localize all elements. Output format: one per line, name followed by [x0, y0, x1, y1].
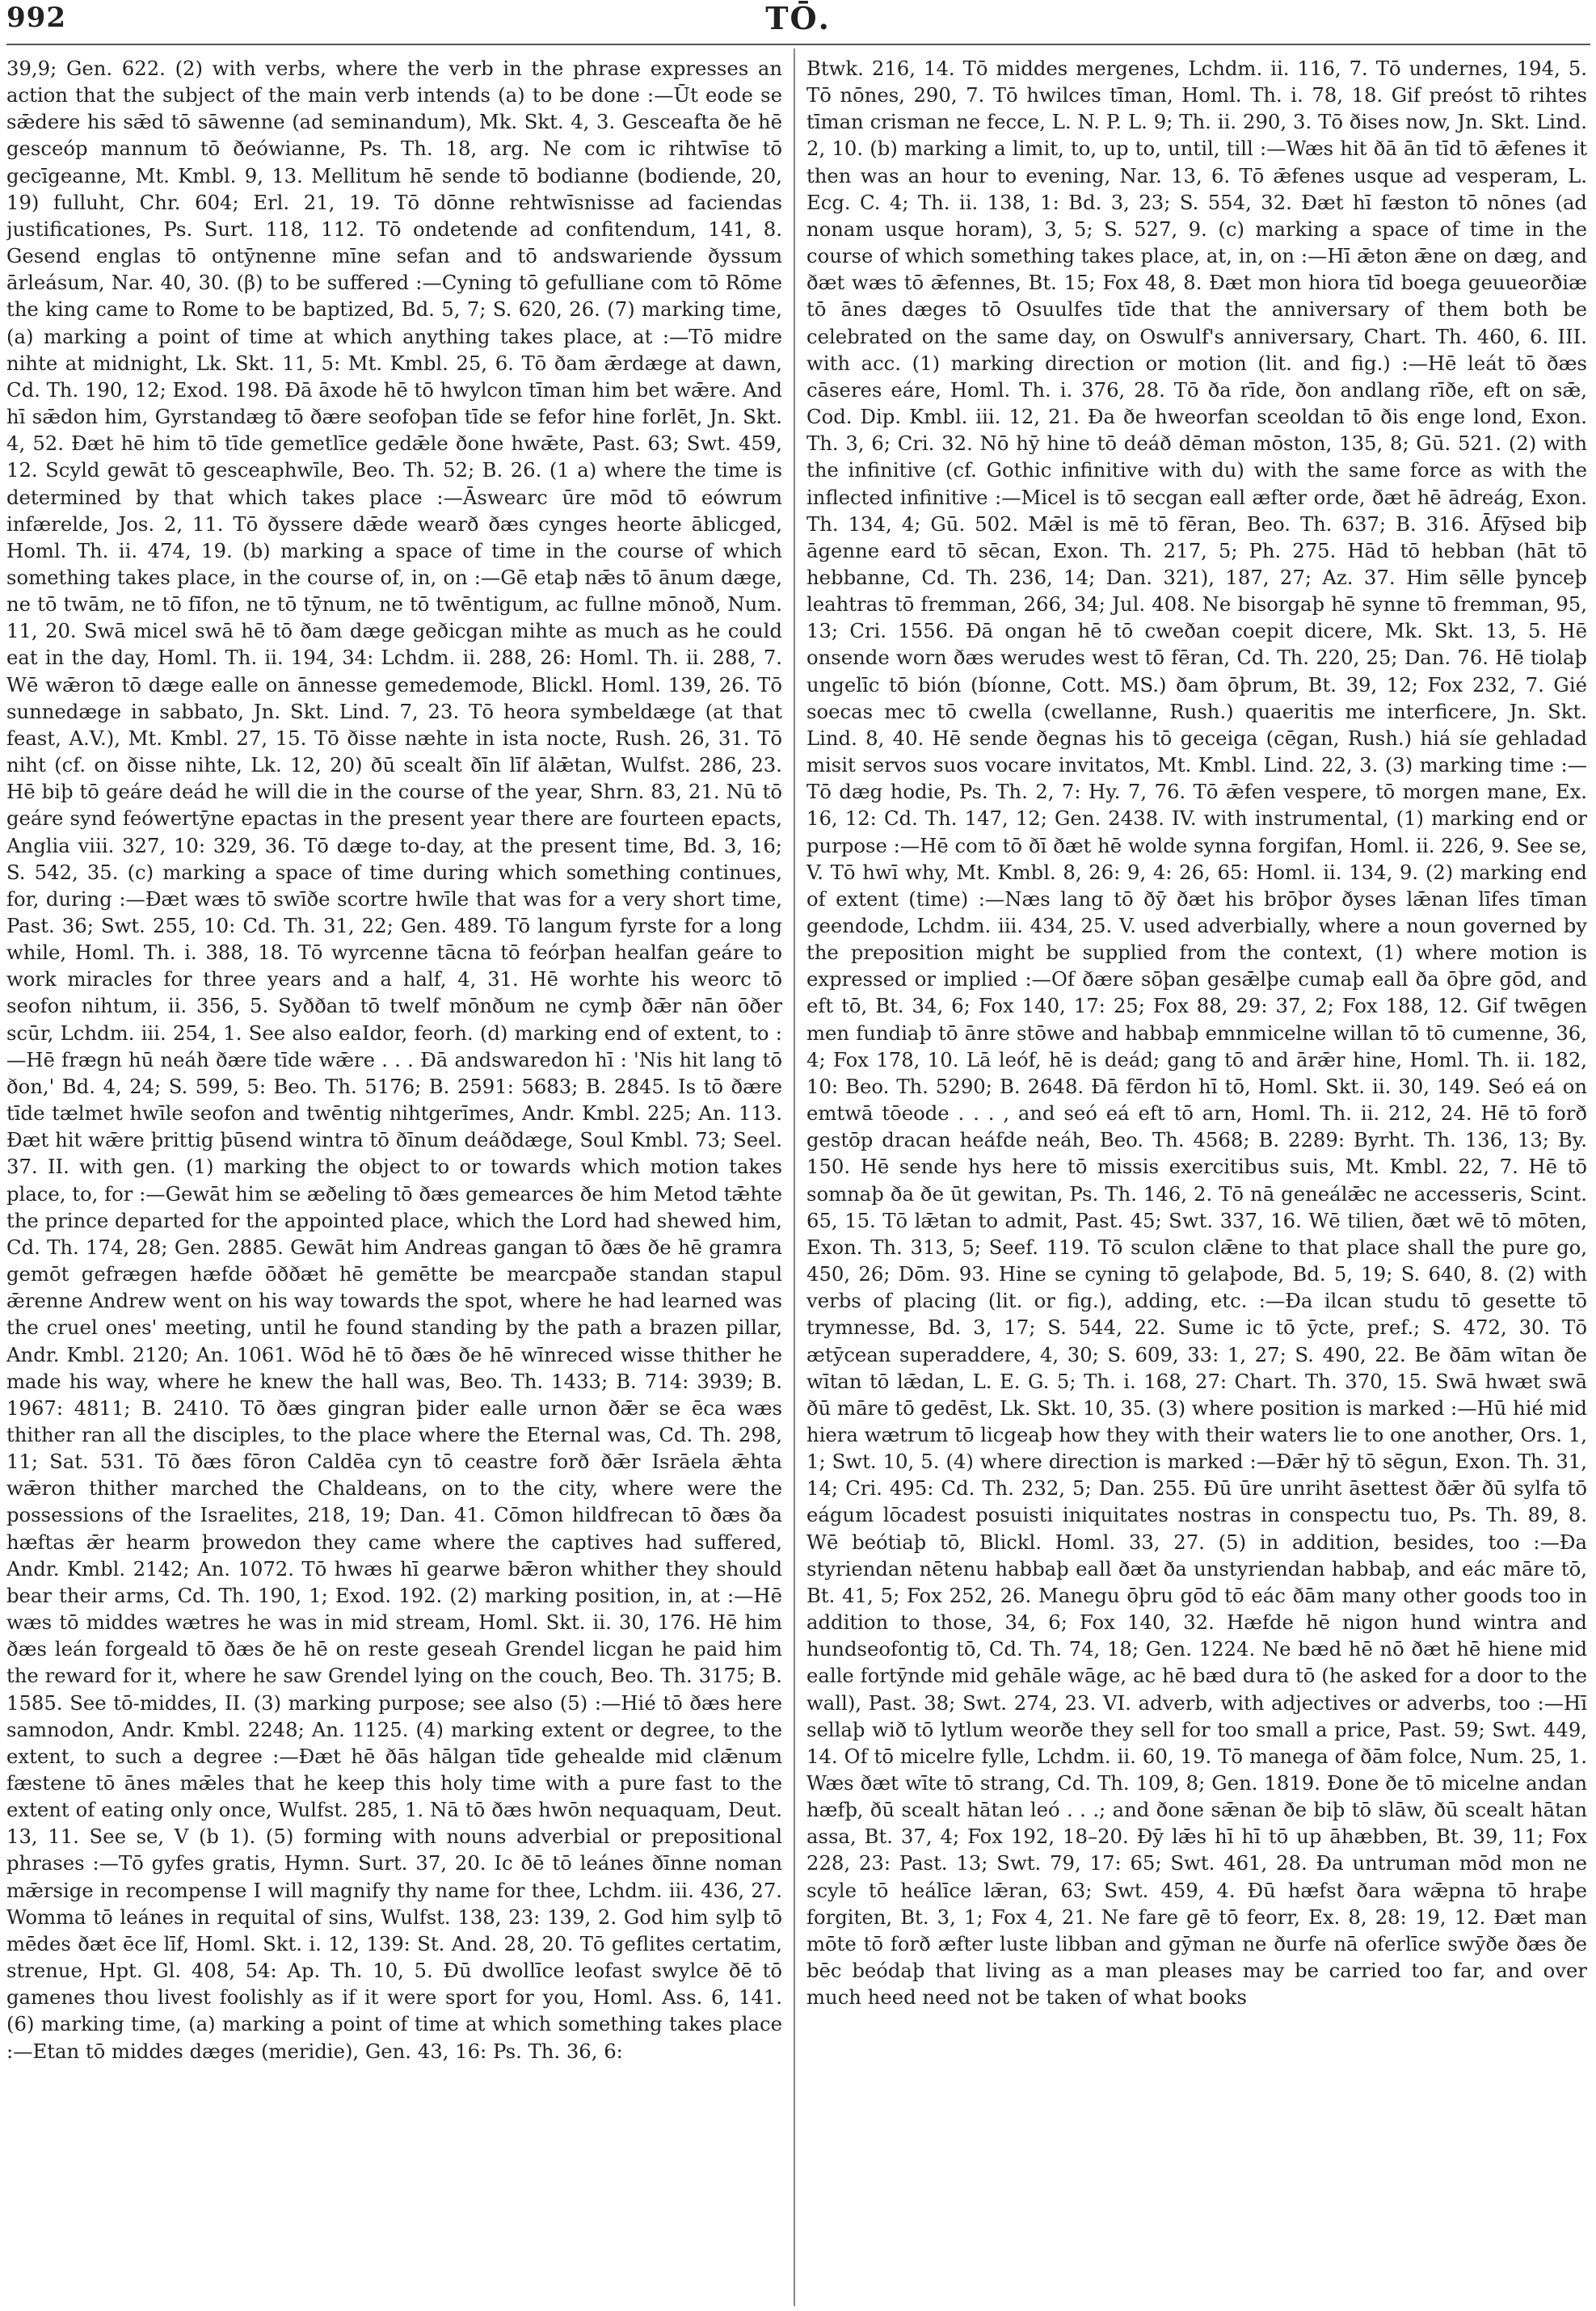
page-header — [0, 0, 1596, 45]
left-column — [6, 55, 782, 2306]
left-column-text: 39,9; Gen. 622. (2) with verbs, where the verb in the phrase expresses an action that the subject of the main verb intends (a) to be done :—Ūt eode se sǣdere his sǣd tō sāwenne (ad seminandum), Mk. Skt. 4, 3. Gesceafta ðe hē gesceóp mannum tō ðeówianne, Ps. Th. 18, arg. Ne com ic rihtwīse tō gecīgeanne, Mt. Kmbl. 9, 13. Mellitum hē sende tō bodianne (bodiende, 20, 19) fulluht, Chr. 604; Erl. 21, 19. Tō dōnne rehtwīsnisse ad faciendas justificationes, Ps. Surt. 118, 112. Tō ondetende ad confitendum, 141, 8. Gesend englas tō ontȳnenne mīne sefan and tō andswariende ðyssum ārleásum, Nar. 40, 30. (β) to be suffered :—Cyning tō gefulliane com tō Rōme the king came to Rome to be baptized, Bd. 5, 7; S. 620, 26. (7) marking time, (a) marking a point of time at which anything takes place, at :—Tō midre nihte at midnight, Lk. Skt. 11, 5: Mt. Kmbl. 25, 6. Tō ðam ǣrdæge at dawn, Cd. Th. 190, 12; Exod. 198. Ðā āxode hē tō hwylcon tīman him bet wǣre. And hī sǣdon him, Gyrstandæg tō ðære seofoþan tīde se fefor hine forlēt, Jn. Skt. 4, 52. Ðæt hē him tō tīde gemetlīce gedǣle ðone hwǣte, Past. 63; Swt. 459, 12. Scyld gewāt tō gesceaphwīle, Beo. Th. 52; B. 26. (1 a) where the time is determined by that which takes place :—Āswearc ūre mōd tō eówrum infærelde, Jos. 2, 11. Tō ðyssere dǣde wearð ðæs cynges heorte āblicged, Homl. Th. ii. 474, 19. (b) marking a space of time in the course of which something takes place, in the course of, in, on :—Gē etaþ nǣs tō ānum dæge, ne tō twām, ne tō fīfon, ne tō tȳnum, ne tō twēntigum, ac fullne mōnoð, Num. 11, 20. Swā micel swā hē tō ðam dæge geðicgan mihte as much as he could eat in the day, Homl. Th. ii. 194, 34: Lchdm. ii. 288, 26: Homl. Th. ii. 288, 7. Wē wǣron tō dæge ealle on ānnesse gemedemode, Blickl. Homl. 139, 26. Tō sunnedæge in sabbato, Jn. Skt. Lind. 7, 23. Tō heora symbeldæge (at that feast, A.V.), Mt. Kmbl. 27, 15. Tō ðisse næhte in ista nocte, Rush. 26, 31. Tō niht (cf. on ðisse nihte, Lk. 12, 20) ðū scealt ðīn līf ālǣtan, Wulfst. 286, 23. Hē biþ tō geáre deád he will die in the course of the year, Shrn. 83, 21. Nū tō geáre synd feówertȳne epactas in the present year there are fourteen epacts, Anglia viii. 327, 10: 329, 36. Tō dæge to-day, at the present time, Bd. 3, 16; S. 542, 35. (c) marking a space of time during which something continues, for, during :—Ðæt wæs tō swīðe scortre hwīle that was for a very short time, Past. 36; Swt. 255, 10: Cd. Th. 31, 22; Gen. 489. Tō langum fyrste for a long while, Homl. Th. i. 388, 18. Tō wyrcenne tācna tō feórþan healfan geáre to work miracles for three years and a half, 4, 31. Hē worhte his weorc tō seofon nihtum, ii. 356, 5. Syððan tō twelf mōnðum ne cymþ ðǣr nān ōðer scūr, Lchdm. iii. 254, 1. See also eaIdor, feorh. (d) marking end of extent, to :—Hē frægn hū neáh ðære tīde wǣre . . . Ðā andswaredon hī : 'Nis hit lang tō ðon,' Bd. 4, 24; S. 599, 5: Beo. Th. 5176; B. 2591: 5683; B. 2845. Is tō ðære tīde tælmet hwīle seofon and twēntig nihtgerīmes, Andr. Kmbl. 225; An. 113. Ðæt hit wǣre þrittig þūsend wintra tō ðīnum deáðdæge, Soul Kmbl. 73; Seel. 37. II. with gen. (1) marking the object to or towards which motion takes place, to, for :—Gewāt him se æðeling tō ðæs gemearces ðe him Metod tǣhte the prince departed for the appointed place, which the Lord had shewed him, Cd. Th. 174, 28; Gen. 2885. Gewāt him Andreas gangan tō ðæs ðe hē gramra gemōt gefrægen hæfde ōððæt hē gemētte be mearcpaðe standan stapul ǣrenne Andrew went on his way towards the spot, where he had learned was the cruel ones' meeting, until he found standing by the path a brazen pillar, Andr. Kmbl. 2120; An. 1061. Wōd hē tō ðæs ðe hē wīnreced wisse thither he made his way, where he knew the hall was, Beo. Th. 1433; B. 714: 3939; B. 1967: 4811; B. 2410. Tō ðæs gingran þider ealle urnon ðǣr se ēca wæs thither ran all the disciples, to the place where the Eternal was, Cd. Th. 298, 11; Sat. 531. Tō ðæs fōron Caldēa cyn tō ceastre forð ðǣr Isrāela ǣhta wǣron thither marched the Chaldeans, on to the city, where were the possessions of the Israelites, 218, 19; Dan. 41. Cōmon hildfrecan tō ðæs ða hæftas ǣr hearm þrowedon they came where the captives had suffered, Andr. Kmbl. 2142; An. 1072. Tō hwæs hī gearwe bǣron whither they should bear their arms, Cd. Th. 190, 1; Exod. 192. (2) marking position, in, at :—Hē wæs tō middes wætres he was in mid stream, Homl. Skt. ii. 30, 176. Hē him ðæs leán forgeald tō ðæs ðe hē on reste geseah Grendel licgan he paid him the reward for it, where he saw Grendel lying on the couch, Beo. Th. 3175; B. 1585. See tō-middes, II. (3) marking purpose; see also (5) :—Hié tō ðæs here samnodon, Andr. Kmbl. 2248; An. 1125. (4) marking extent or degree, to the extent, to such a degree :—Ðæt hē ðās hālgan tīde gehealde mid clǣnum fæstene tō ānes mǣles that he keep this holy time with a pure fast to the extent of eating only once, Wulfst. 285, 1. Nā tō ðæs hwōn nequaquam, Deut. 13, 11. See se, V (b 1). (5) forming with nouns adverbial or prepositional phrases :—Tō gyfes gratis, Hymn. Surt. 37, 20. Ic ðē tō leánes ðīnne noman mǣrsige in recompense I will magnify thy name for thee, Lchdm. iii. 436, 27. Womma tō leánes in requital of sins, Wulfst. 138, 23: 139, 2. God him sylþ tō mēdes ðæt ēce līf, Homl. Skt. i. 12, 139: St. And. 28, 20. Tō geflites certatim, strenue, Hpt. Gl. 408, 54: Ap. Th. 10, 5. Ðū dwollīce leofast swylce ðē tō gamenes thou livest foolishly as if it were sport for you, Homl. Ass. 6, 141. (6) marking time, (a) marking a point of time at which something takes place :—Etan tō middes dæges (meridie), Gen. 43, 16: Ps. Th. 36, 6: — [6, 57, 782, 2063]
right-column-text: Btwk. 216, 14. Tō middes mergenes, Lchdm. ii. 116, 7. Tō undernes, 194, 5. Tō nōnes, 290, 7. Tō hwilces tīman, Homl. Th. i. 78, 18. Gif preóst tō rihtes tīman crisman ne fecce, L. N. P. L. 9; Th. ii. 290, 3. Tō ðises now, Jn. Skt. Lind. 2, 10. (b) marking a limit, to, up to, until, till :—Wæs hit ðā ān tīd tō ǣfenes it then was an hour to evening, Nar. 13, 6. Tō ǣfenes usque ad vesperam, L. Ecg. C. 4; Th. ii. 138, 1: Bd. 3, 23; S. 554, 32. Ðæt hī fæston tō nōnes (ad nonam usque horam), 3, 5; S. 527, 9. (c) marking a space of time in the course of which something takes place, at, in, on :—Hī ǣton ǣne on dæg, and ðæt wæs tō ǣfennes, Bt. 15; Fox 48, 8. Ðæt mon hiora tīd boega geuueorðiæ tō ānes dæges tō Osuulfes tīde that the anniversary of them both be celebrated on the same day, on Oswulf's anniversary, Chart. Th. 460, 6. III. with acc. (1) marking direction or motion (lit. and fig.) :—Hē leát tō ðæs cāseres eáre, Homl. Th. i. 376, 28. Tō ða rīde, ðon andlang rīðe, eft on sǣ, Cod. Dip. Kmbl. iii. 12, 21. Ða ðe hweorfan sceoldan tō ðis enge lond, Exon. Th. 3, 6; Cri. 32. Nō hȳ hine tō deáð dēman mōston, 135, 8; Gū. 521. (2) with the infinitive (cf. Gothic infinitive with du) with the same force as with the inflected infinitive :—Micel is tō secgan eall æfter orde, ðæt hē ādreág, Exon. Th. 134, 4; Gū. 502. Mǣl is mē tō fēran, Beo. Th. 637; B. 316. Āfȳsed biþ āgenne eard tō sēcan, Exon. Th. 217, 5; Ph. 275. Hād tō hebban (hāt tō hebbanne, Cd. Th. 236, 14; Dan. 321), 187, 27; Az. 37. Him sēlle þynceþ leahtras tō fremman, 266, 34; Jul. 408. Ne bisorgaþ hē synne tō fremman, 95, 13; Cri. 1556. Ðā ongan hē tō cweðan coepit dicere, Mk. Skt. 13, 5. Hē onsende worn ðæs werudes west tō fēran, Cd. Th. 220, 25; Dan. 76. Hē tiolaþ ungelīc tō bión (bíonne, Cott. MS.) ðam ōþrum, Bt. 39, 12; Fox 232, 7. Gié soecas mec tō cwella (cwellanne, Rush.) quaeritis me interficere, Jn. Skt. Lind. 8, 40. Hē sende ðegnas his tō geceiga (cēgan, Rush.) hiá síe gehladad misit servos suos vocare invitatos, Mt. Kmbl. Lind. 22, 3. (3) marking time :—Tō dæg hodie, Ps. Th. 2, 7: Hy. 7, 76. Tō ǣfen vespere, tō morgen mane, Ex. 16, 12: Cd. Th. 147, 12; Gen. 2438. IV. with instrumental, (1) marking end or purpose :—Hē com tō ðī ðæt hē wolde synna forgifan, Homl. ii. 226, 9. See se, V. Tō hwī why, Mt. Kmbl. 8, 26: 9, 4: 26, 65: Homl. ii. 134, 9. (2) marking end of extent (time) :—Næs lang tō ðȳ ðæt his brōþor ðyses lǣnan līfes tīman geendode, Lchdm. iii. 434, 25. V. used adverbially, where a noun governed by the preposition might be supplied from the context, (1) where motion is expressed or implied :—Of ðære sōþan gesǣlþe cumaþ eall ða ōþre gōd, and eft tō, Bt. 34, 6; Fox 140, 17: 25; Fox 88, 29: 37, 2; Fox 188, 12. Gif twēgen men fundiaþ tō ānre stōwe and habbaþ emnmicelne willan tō tō cumenne, 36, 4; Fox 178, 10. Lā leóf, hē is deád; gang tō and ārǣr hine, Homl. Th. ii. 182, 10: Beo. Th. 5290; B. 2648. Ðā fērdon hī tō, Homl. Skt. ii. 30, 149. Seó eá on emtwā tōeode . . . , and seó eá eft tō arn, Homl. Th. ii. 212, 24. Hē tō forð gestōp dracan heáfde neáh, Beo. Th. 4568; B. 2289: Byrht. Th. 136, 13; By. 150. Hē sende hys here tō missis exercitibus suis, Mt. Kmbl. 22, 7. Hē tō somnaþ ða ðe ūt gewitan, Ps. Th. 146, 2. Tō nā geneálǣc ne accesseris, Scint. 65, 15. Tō lǣtan to admit, Past. 45; Swt. 337, 16. Wē tilien, ðæt wē tō mōten, Exon. Th. 313, 5; Seef. 119. Tō sculon clǣne to that place shall the pure go, 450, 26; Dōm. 93. Hine se cyning tō gelaþode, Bd. 5, 19; S. 640, 8. (2) with verbs of placing (lit. or fig.), adding, etc. :—Ða ilcan studu tō gesette tō trymnesse, Bd. 3, 17; S. 544, 22. Sume ic tō ȳcte, pref.; S. 472, 30. Tō ætȳcean superaddere, 4, 30; S. 609, 33: 1, 27; S. 490, 22. Be ðām wītan ðe wītan tō lǣdan, L. E. G. 5; Th. i. 168, 27: Chart. Th. 370, 15. Swā hwæt swā ðū māre tō gedēst, Lk. Skt. 10, 35. (3) where position is marked :—Hū hié mid hiera wætrum tō licgeaþ how they with their waters lie to one another, Ors. 1, 1; Swt. 10, 5. (4) where direction is marked :—Ðǣr hȳ tō sēgun, Exon. Th. 31, 14; Cri. 495: Cd. Th. 232, 5; Dan. 255. Ðū ūre unriht āsettest ðǣr ðū sylfa tō eágum lōcadest posuisti iniquitates nostras in conspectu tuo, Ps. Th. 89, 8. Wē beótiaþ tō, Blickl. Homl. 33, 27. (5) in addition, besides, too :—Ða styriendan nētenu habbaþ eall ðæt ða unstyriendan habbaþ, and eác māre tō, Bt. 41, 5; Fox 252, 26. Manegu ōþru gōd tō eác ðām many other goods too in addition to those, 34, 6; Fox 140, 32. Hæfde hē nigon hund wintra and hundseofontig tō, Cd. Th. 74, 18; Gen. 1224. Ne bæd hē nō ðæt hē hiene mid ealle fortȳnde mid gehāle wāge, ac hē bæd dura tō (he asked for a door to the wall), Past. 38; Swt. 274, 23. VI. adverb, with adjectives or adverbs, too :—Hī sellaþ wið tō lytlum weorðe they sell for too small a price, Past. 59; Swt. 449, 14. Of tō micelre fylle, Lchdm. ii. 60, 19. Tō manega of ðām folce, Num. 25, 1. Wæs ðæt wīte tō strang, Cd. Th. 109, 8; Gen. 1819. Ðone ðe tō micelne andan hæfþ, ðū scealt hātan leó . . .; and ðone sǣnan ðe biþ tō slāw, ðū scealt hātan assa, Bt. 37, 4; Fox 192, 18–20. Ðȳ lǣs hī hī tō up āhæbben, Bt. 39, 11; Fox 228, 23: Past. 13; Swt. 79, 17: 65; Swt. 461, 28. Ða untruman mōd mon ne scyle tō heálīce lǣran, 63; Swt. 459, 4. Ðū hæfst ðara wǣpna tō hraþe forgiten, Bt. 3, 1; Fox 4, 21. Ne fare gē tō feorr, Ex. 8, 28: 19, 12. Ðæt man mōte tō forð æfter luste libban and gȳman ne ðurfe nā oferlīce swȳðe ðæs ðe bēc beódaþ that living as a man pleases may be carried too far, and over much heed need not be taken of what books — [806, 57, 1587, 2010]
header-rule — [6, 44, 1590, 45]
page-number: 992 — [6, 2, 66, 34]
column-divider — [794, 48, 795, 2306]
right-column — [806, 55, 1587, 2306]
page-headword: TŌ. — [765, 0, 831, 36]
